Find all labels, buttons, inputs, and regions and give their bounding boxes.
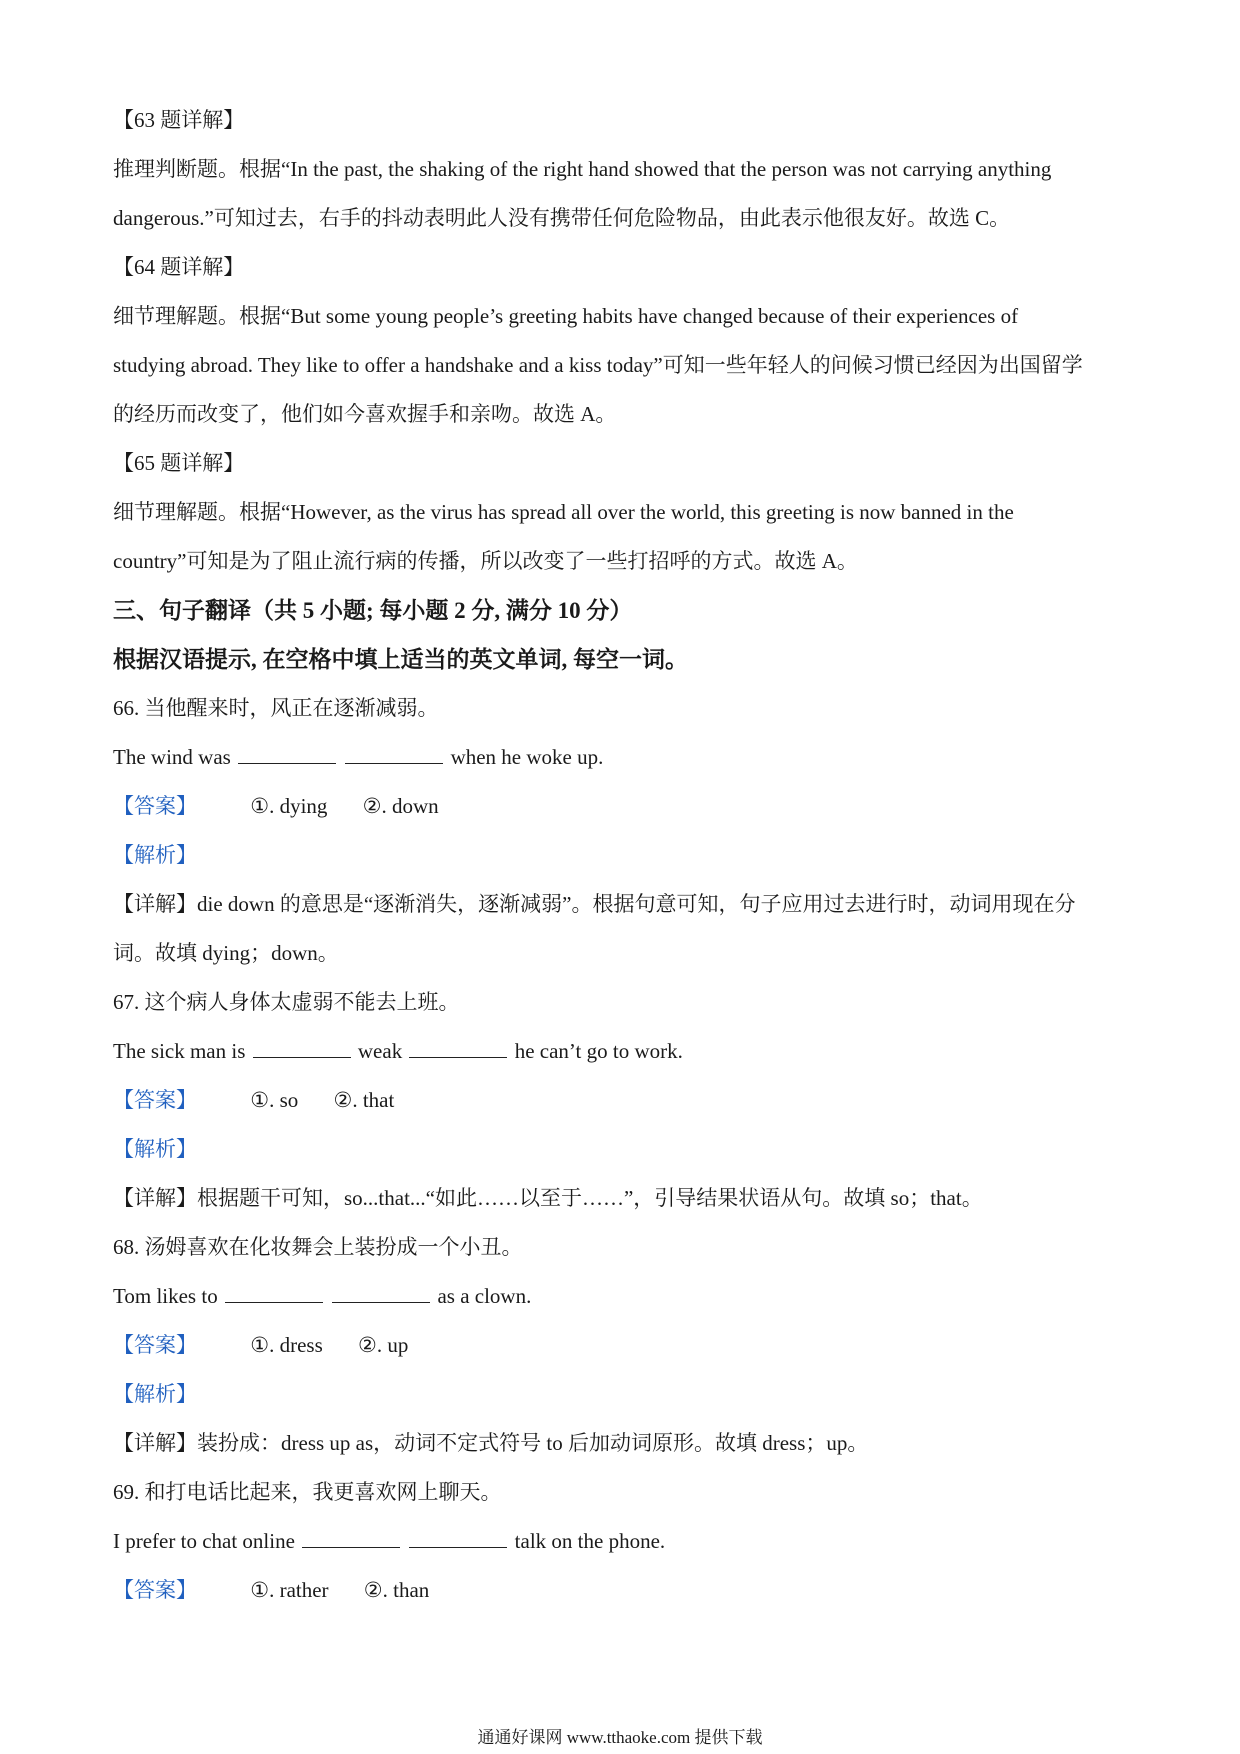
q66-answer <box>113 782 1133 831</box>
q63-text-line-1: 推理判断题。根据“In the past, the shaking of the right hand showed that the person was not carrying anything <box>113 157 1052 181</box>
q67-sentence-mid: weak <box>357 1039 403 1063</box>
q66-blank-1 <box>238 741 336 764</box>
q67-sentence-end: he can’t go to work. <box>514 1039 683 1063</box>
q69-sentence <box>113 1517 1133 1566</box>
q66-option-2: ②. down <box>362 794 439 818</box>
q69-chinese: 69. 和打电话比起来，我更喜欢网上聊天。 <box>113 1480 502 1504</box>
q66-sentence-end: when he woke up. <box>450 745 604 769</box>
detail-label: 【详解】 <box>113 1431 197 1455</box>
q66-chinese: 66. 当他醒来时，风正在逐渐减弱。 <box>113 696 439 720</box>
q68-blank-2 <box>332 1280 430 1303</box>
q66-sentence-start: The wind was <box>113 745 231 769</box>
q67-blank-2 <box>409 1035 507 1058</box>
q68-sentence <box>113 1272 1133 1321</box>
q67-chinese: 67. 这个病人身体太虚弱不能去上班。 <box>113 990 460 1014</box>
answer-label: 【答案】 <box>113 1088 197 1112</box>
q67-detail <box>113 1174 1133 1223</box>
q68-analysis-label: 【解析】 <box>113 1382 197 1406</box>
detail-label: 【详解】 <box>113 892 197 916</box>
section-instruction: 根据汉语提示, 在空格中填上适当的英文单词, 每空一词。 <box>113 647 688 672</box>
q68-detail-text: 装扮成：dress up as，动词不定式符号 to 后加动词原形。故填 dress；up。 <box>197 1431 869 1455</box>
document-page <box>113 96 1133 1615</box>
q67-analysis-label: 【解析】 <box>113 1137 197 1161</box>
q67-answer <box>113 1076 1133 1125</box>
q66-blank-2 <box>345 741 443 764</box>
answer-label: 【答案】 <box>113 1333 197 1357</box>
q65-text-line-2: country”可知是为了阻止流行病的传播，所以改变了一些打招呼的方式。故选 A。 <box>113 549 858 573</box>
q68-option-2: ②. up <box>358 1333 409 1357</box>
q65-header: 【65 题详解】 <box>113 451 245 475</box>
q64-text-line-2: studying abroad. They like to offer a handshake and a kiss today”可知一些年轻人的问候习惯已经因为出国留学 <box>113 353 1083 377</box>
q68-answer <box>113 1321 1133 1370</box>
q67-sentence <box>113 1027 1133 1076</box>
q68-option-1: ①. dress <box>250 1333 323 1357</box>
q66-sentence <box>113 733 1133 782</box>
answer-label: 【答案】 <box>113 794 197 818</box>
q68-blank-1 <box>225 1280 323 1303</box>
q69-blank-2 <box>409 1525 507 1548</box>
q63-text-line-2: dangerous.”可知过去，右手的抖动表明此人没有携带任何危险物品，由此表示他很友好。故选 C。 <box>113 206 1011 230</box>
q69-blank-1 <box>302 1525 400 1548</box>
q66-analysis-label: 【解析】 <box>113 843 197 867</box>
q64-text-line-1: 细节理解题。根据“But some young people’s greeting habits have changed because of their experiences of <box>113 304 1019 328</box>
q64-text-line-3: 的经历而改变了，他们如今喜欢握手和亲吻。故选 A。 <box>113 402 617 426</box>
q68-chinese: 68. 汤姆喜欢在化妆舞会上装扮成一个小丑。 <box>113 1235 523 1259</box>
q68-sentence-end: as a clown. <box>437 1284 532 1308</box>
q65-text-line-1: 细节理解题。根据“However, as the virus has spread all over the world, this greeting is now banned in the <box>113 500 1014 524</box>
q67-option-2: ②. that <box>333 1088 395 1112</box>
q69-answer <box>113 1566 1133 1615</box>
q66-detail-text-1: die down 的意思是“逐渐消失，逐渐减弱”。根据句意可知，句子应用过去进行时，动词用现在分 <box>197 892 1076 916</box>
q68-detail <box>113 1419 1133 1468</box>
q69-option-1: ①. rather <box>250 1578 329 1602</box>
q69-option-2: ②. than <box>363 1578 430 1602</box>
section-title: 三、句子翻译（共 5 小题; 每小题 2 分, 满分 10 分） <box>113 598 633 623</box>
q68-sentence-start: Tom likes to <box>113 1284 218 1308</box>
q66-detail-line-2: 词。故填 dying；down。 <box>113 941 339 965</box>
q69-sentence-start: I prefer to chat online <box>113 1529 295 1553</box>
q67-detail-text: 根据题干可知，so...that...“如此……以至于……”，引导结果状语从句。故填 so；that。 <box>197 1186 983 1210</box>
q64-header: 【64 题详解】 <box>113 255 245 279</box>
q67-sentence-start: The sick man is <box>113 1039 246 1063</box>
q69-sentence-end: talk on the phone. <box>514 1529 666 1553</box>
answer-label: 【答案】 <box>113 1578 197 1602</box>
q63-header: 【63 题详解】 <box>113 108 245 132</box>
q66-option-1: ①. dying <box>250 794 328 818</box>
q67-option-1: ①. so <box>250 1088 299 1112</box>
q66-detail-line-1 <box>113 880 1133 929</box>
page-footer: 通通好课网 www.tthaoke.com 提供下载 <box>477 1728 763 1747</box>
q67-blank-1 <box>253 1035 351 1058</box>
detail-label: 【详解】 <box>113 1186 197 1210</box>
